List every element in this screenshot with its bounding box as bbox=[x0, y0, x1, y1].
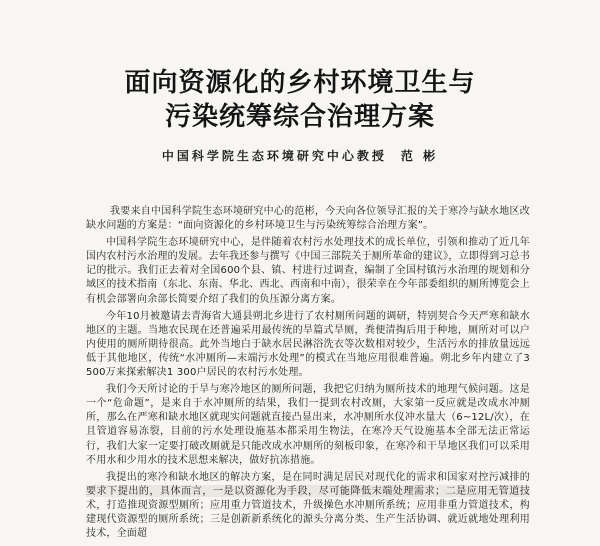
article-body bbox=[86, 205, 530, 544]
paragraph-4: 我们今天所讨论的于旱与寒冷地区的厕所问题，我把它归纳为厕所技术的地理气候问题。这是一个“危命题”，是来自于水冲厕所的结果，我们一提到农村改厕，大家第一反应就是改成水冲厕所，那么在严寒和缺水地区就现实问题就直接凸显出来，水冲厕所水仪冲水量大（6~12L/次），在且管道容易冻裂，目前的污水处理设施基本都采用生物法，在寒冷天气设施基本全部无法正常运行，我们大家一定要打破改厕就是只能改成水冲厕所的刻板印象，在寒冷和干旱地区我们可以采用不用水和少用水的技术思想来解决，做好抗冻措施。 bbox=[86, 384, 530, 466]
author-name: 范 彬 bbox=[400, 149, 439, 163]
paragraph-1: 我要来自中国科学院生态环境研究中心的范彬，今天向各位领导汇报的关于寒冷与缺水地区改缺水问题的方案是：“面向资源化的乡村环境卫生与污染统筹综合治理方案”。 bbox=[86, 206, 530, 232]
article-title-line-2: 污染统筹综合治理方案 bbox=[164, 102, 435, 132]
paragraph-3: 今年10月被邀请去青海省大通县朔北乡进行了农村厕所问题的调研，特别契合今天严寒和缺水地区的主题。当地农民现在还普遍采用最传统的旱篇式旱厕，粪便清掏后用于种地，厕所对可以户内使用的厕所期待很高。此外当地白于缺水居民淋浴洗衣等次数相对较少，生活污水的排放量远远低于其他地区，传统“水冲厕所—末端污水处理”的模式在当地应用很难普遍。朔北乡年内建立了3 500万来探索解决1 300户居民的农村污水处理。 bbox=[86, 310, 530, 379]
paragraph-2: 中国科学院生态环境研究中心，是伴随着农村污水处理技术的成长单位，引领和推动了近几年国内农村污水治理的发展。去年我还参与撰写《中国三部院关于厕所革命的建议》，立即得到习总书记的批示。我们正去着对全国600个县、镇、村进行过调查，编制了全国村镇污水治理的规划和分域区的技术指南（东北、东南、华北、西北、西南和中南），很荣幸在今年部委组织的厕所博览会上有机会部署向余部长简要介绍了我们的负压源分离方案。 bbox=[86, 237, 530, 305]
article-title-line-1: 面向资源化的乡村环境卫生与 bbox=[124, 68, 476, 98]
author-line bbox=[0, 147, 600, 164]
paragraph-5: 我提出的寒冷和缺水地区的解决方案，是在同时满足居民对现代化的需求和国家对控污减排的要求下提出的，具体而言，一是以资源化为手段，尽可能降低末端处理需求；二是应用无管道技术，打造推现资源型厕所；应用重力管道技术，升级操色水冲厕所系统；应用非重力管道技术，构建现代资源型的厕所系统；三是创新新系统化的源头分离分类、生产生活协调、就近就地处理利用技术，全面超 bbox=[86, 471, 530, 540]
author-affiliation: 中国科学院生态环境研究中心教授 bbox=[161, 149, 387, 163]
